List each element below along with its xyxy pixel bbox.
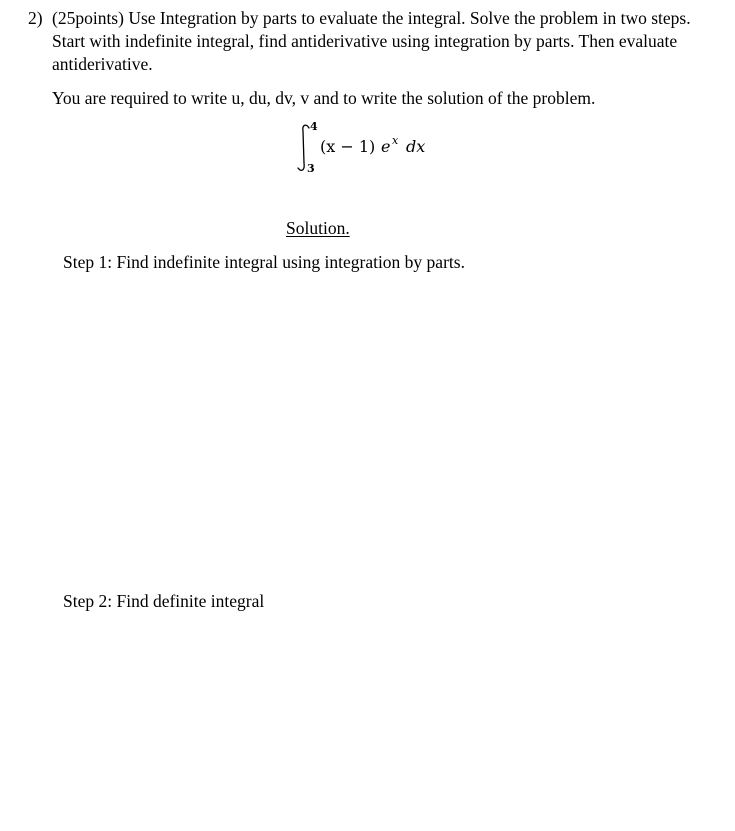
problem-statement: [28, 7, 708, 76]
integrand-exponent: x: [392, 134, 399, 147]
solution-heading: Solution.: [286, 218, 350, 238]
integral-expression: [295, 120, 455, 180]
integrand-base: e: [381, 137, 391, 156]
step-1-label: Step 1: Find indefinite integral using integration by parts.: [63, 252, 465, 272]
definite-integral: [295, 120, 455, 180]
lower-limit: 3: [307, 162, 315, 175]
problem-text: (25points) Use Integration by parts to evaluate the integral. Solve the problem in two steps. Start with indefinite integral, find antiderivative using integration by parts. Then evaluate antiderivative.: [52, 8, 691, 74]
upper-limit: 4: [310, 120, 318, 133]
problem-number: 2): [28, 8, 43, 28]
step-2-label: Step 2: Find definite integral: [63, 591, 265, 611]
integrand-factor: (x − 1): [320, 137, 376, 156]
requirement-text: You are required to write u, du, dv, v and to write the solution of the problem.: [52, 88, 596, 108]
differential: dx: [406, 137, 426, 156]
